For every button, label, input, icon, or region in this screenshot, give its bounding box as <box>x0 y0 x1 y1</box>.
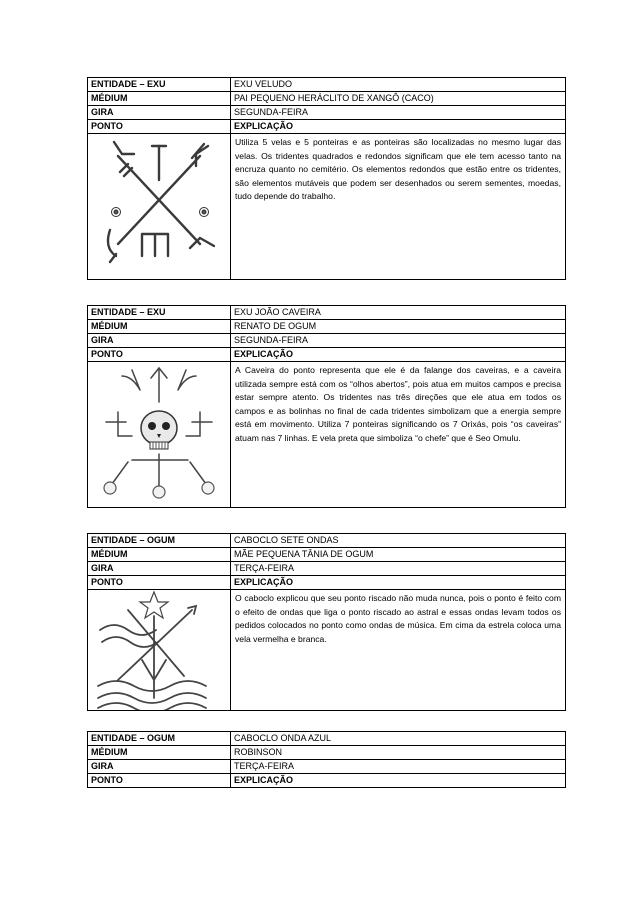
waves-star-ponto-icon <box>88 590 230 710</box>
medium-label: MÉDIUM <box>88 548 231 562</box>
table-row <box>88 92 566 106</box>
explanation-header: EXPLICAÇÃO <box>231 576 566 590</box>
gira-label: GIRA <box>88 106 231 120</box>
table-row <box>88 334 566 348</box>
entity-label: ENTIDADE – OGUM <box>88 534 231 548</box>
explanation-header: EXPLICAÇÃO <box>231 348 566 362</box>
table-row <box>88 348 566 362</box>
ponto-body <box>87 134 566 280</box>
table-row <box>88 774 566 788</box>
gira-value: TERÇA-FEIRA <box>231 760 566 774</box>
explanation-text: O caboclo explicou que seu ponto riscado não muda nunca, pois o ponto é feito com o efeito de ondas que liga o ponto riscado ao astral e essas ondas levam todos os pedidos colocados no ponto como ondas de música. Em cima da estrela coloca uma vela vermelha e branca. <box>235 593 561 644</box>
ponto-drawing <box>88 362 231 507</box>
entry-exu-joao-caveira <box>87 305 566 508</box>
medium-value: MÃE PEQUENA TÂNIA DE OGUM <box>231 548 566 562</box>
table-row <box>88 320 566 334</box>
table-row <box>88 562 566 576</box>
gira-value: SEGUNDA-FEIRA <box>231 334 566 348</box>
table-row <box>88 548 566 562</box>
table-row <box>88 576 566 590</box>
explanation-header: EXPLICAÇÃO <box>231 120 566 134</box>
ponto-label: PONTO <box>88 576 231 590</box>
medium-value: ROBINSON <box>231 746 566 760</box>
ponto-riscado-icon <box>88 134 230 279</box>
explanation-text: A Caveira do ponto representa que ele é da falange dos caveiras, e a caveira utilizada sempre está com os “olhos abertos”, pois atua em muitos campos e precisa estar sempre atento. Os tridentes nas três direções que ele atua em todos os campos e as bolinhas no final de cada tridentes simbolizam que a energia sempre está em movimento. Utiliza 7 ponteiras significando os 7 Orixás, pois “os caveiras” atuam nas 7 linhas. E vela preta que simboliza “o chefe” que é Seo Omulu. <box>235 365 561 443</box>
table-row <box>88 306 566 320</box>
gira-label: GIRA <box>88 760 231 774</box>
ponto-body <box>87 362 566 508</box>
entity-label: ENTIDADE – EXU <box>88 78 231 92</box>
gira-value: TERÇA-FEIRA <box>231 562 566 576</box>
explanation-text: Utiliza 5 velas e 5 ponteiras e as ponteiras são localizadas no mesmo lugar das velas. Os tridentes quadrados e redondos significam que ele tem acesso tanto na encruza quanto no cemitério. Os elementos redondos que estão entre os tridentes, são elementos mutáveis que podem ser desenhados ou serem sementes, moedas, tudo depende do trabalho. <box>235 137 561 202</box>
entity-label: ENTIDADE – OGUM <box>88 732 231 746</box>
table-row <box>88 732 566 746</box>
ponto-label: PONTO <box>88 774 231 788</box>
table-row <box>88 760 566 774</box>
entity-value: EXU VELUDO <box>231 78 566 92</box>
info-table <box>87 77 566 134</box>
table-row <box>88 78 566 92</box>
entity-value: CABOCLO SETE ONDAS <box>231 534 566 548</box>
table-row <box>88 106 566 120</box>
ponto-label: PONTO <box>88 120 231 134</box>
skull-ponto-icon <box>88 362 230 507</box>
info-table <box>87 305 566 362</box>
entity-label: ENTIDADE – EXU <box>88 306 231 320</box>
gira-value: SEGUNDA-FEIRA <box>231 106 566 120</box>
explanation-header: EXPLICAÇÃO <box>231 774 566 788</box>
medium-value: RENATO DE OGUM <box>231 320 566 334</box>
info-table <box>87 731 566 788</box>
entity-value: EXU JOÃO CAVEIRA <box>231 306 566 320</box>
entry-caboclo-sete-ondas <box>87 533 566 711</box>
medium-label: MÉDIUM <box>88 320 231 334</box>
medium-label: MÉDIUM <box>88 746 231 760</box>
entry-exu-veludo <box>87 77 566 280</box>
table-row <box>88 746 566 760</box>
table-row <box>88 534 566 548</box>
ponto-drawing <box>88 590 231 710</box>
gira-label: GIRA <box>88 334 231 348</box>
ponto-drawing <box>88 134 231 279</box>
gira-label: GIRA <box>88 562 231 576</box>
entry-caboclo-onda-azul <box>87 731 566 788</box>
table-row <box>88 120 566 134</box>
entity-value: CABOCLO ONDA AZUL <box>231 732 566 746</box>
info-table <box>87 533 566 590</box>
ponto-body <box>87 590 566 711</box>
ponto-label: PONTO <box>88 348 231 362</box>
medium-label: MÉDIUM <box>88 92 231 106</box>
medium-value: PAI PEQUENO HERÁCLITO DE XANGÔ (CACO) <box>231 92 566 106</box>
